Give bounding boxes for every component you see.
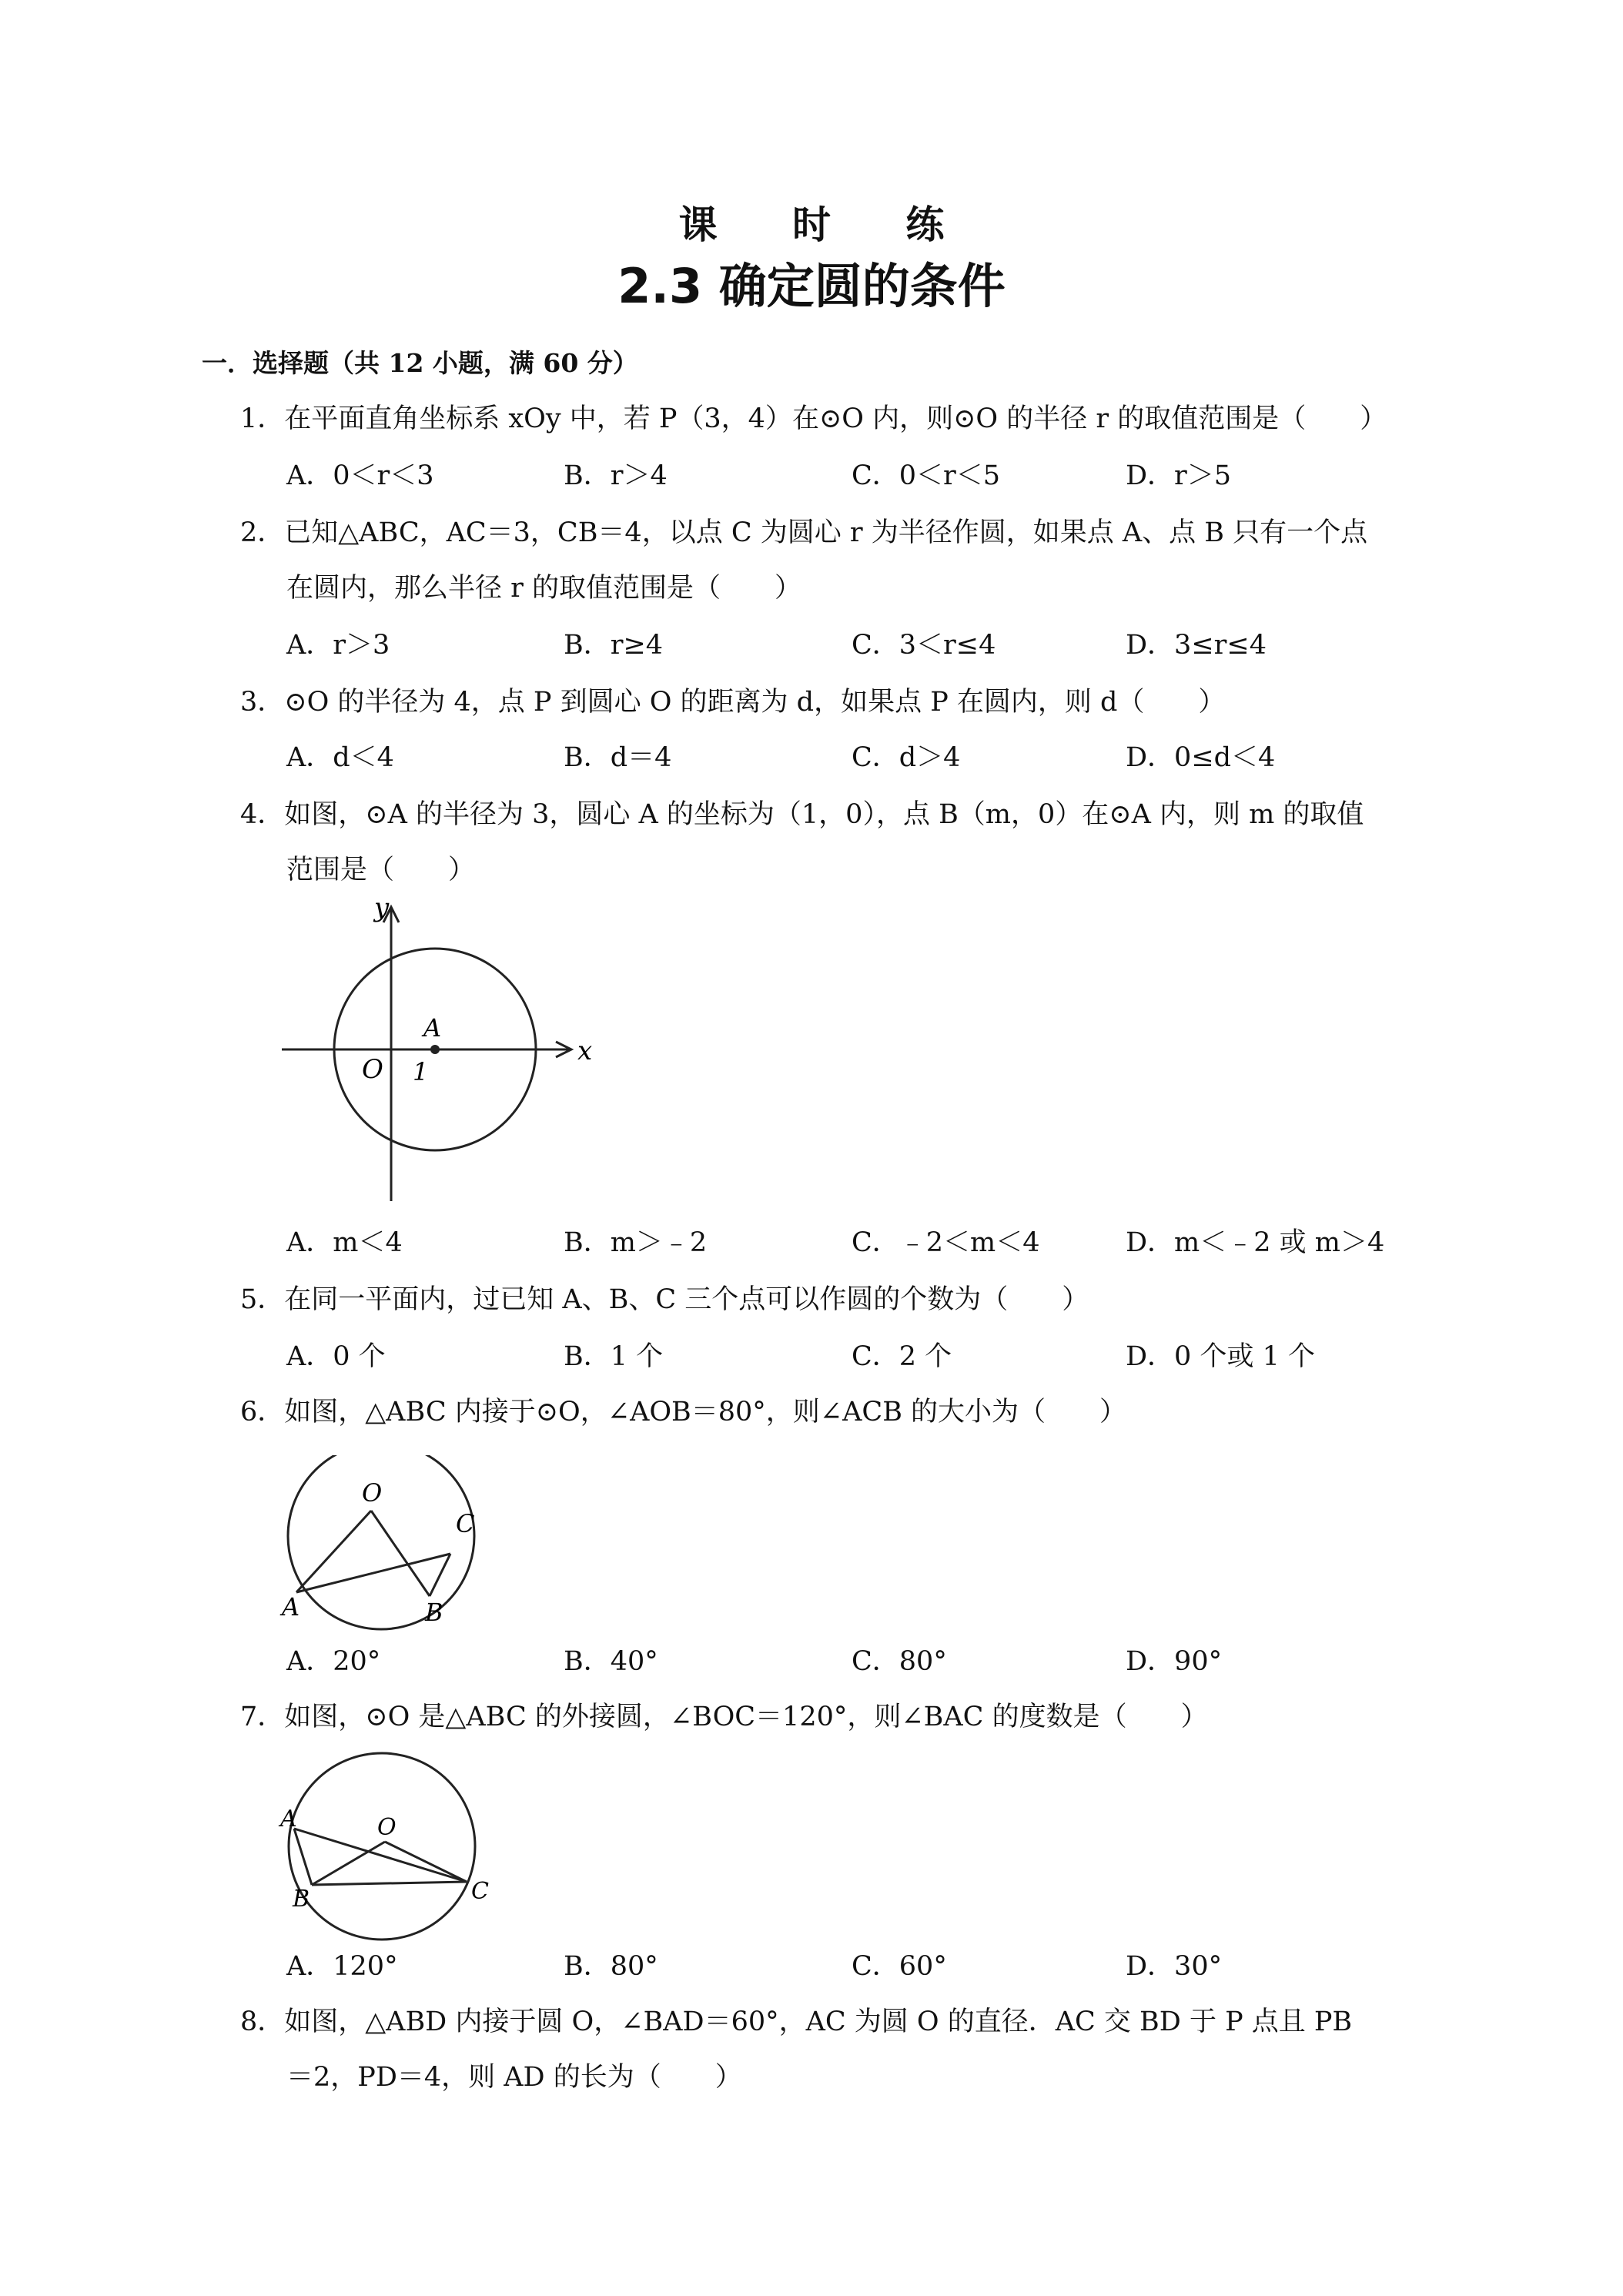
q6-option-b: B．40° — [564, 1646, 658, 1677]
q1-option-b: B．r＞4 — [564, 460, 668, 491]
segment-ob — [312, 1842, 385, 1885]
segment-bc — [430, 1554, 450, 1596]
question-1-text: 1．在平面直角坐标系 xOy 中，若 P（3，4）在⊙O 内，则⊙O 的半径 r 的取值范围是（ ） — [240, 403, 1387, 434]
q2-option-c: C．3＜r≤4 — [852, 630, 996, 661]
header-title: 课 时 练 — [678, 202, 975, 247]
question-8-text-cont: ＝2，PD＝4，则 AD 的长为（ ） — [286, 2062, 742, 2093]
q4-option-c: C．﹣2＜m＜4 — [852, 1227, 1040, 1258]
question-6-text: 6．如图，△ABC 内接于⊙O，∠AOB＝80°，则∠ACB 的大小为（ ） — [240, 1397, 1127, 1427]
q3-option-a: A．d＜4 — [286, 742, 394, 773]
label-a: A — [280, 1806, 297, 1832]
q4-option-d: D．m＜﹣2 或 m＞4 — [1126, 1227, 1385, 1258]
label-b: B — [425, 1598, 443, 1627]
figure-q7-circumscribed-circle — [277, 1746, 508, 1946]
segment-bc — [312, 1882, 467, 1885]
figure-q6-inscribed-triangle — [277, 1455, 508, 1632]
question-5-text: 5．在同一平面内，过已知 A、B、C 三个点可以作圆的个数为（ ） — [240, 1284, 1089, 1315]
question-3-text: 3．⊙O 的半径为 4，点 P 到圆心 O 的距离为 d，如果点 P 在圆内，则 d（ ） — [240, 687, 1226, 718]
label-o: O — [377, 1814, 397, 1841]
q6-option-a: A．20° — [286, 1646, 381, 1677]
question-2-text: 2．已知△ABC，AC＝3，CB＝4，以点 C 为圆心 r 为半径作圆，如果点 A、点 B 只有一个点 — [240, 517, 1368, 548]
q7-option-c: C．60° — [852, 1951, 947, 1982]
section-heading: 一．选择题（共 12 小题，满 60 分） — [202, 348, 638, 378]
figure-q4-circle-on-axes — [277, 893, 601, 1217]
q3-option-c: C．d＞4 — [852, 742, 961, 773]
question-7-text: 7．如图，⊙O 是△ABC 的外接圆，∠BOC＝120°，则∠BAC 的度数是（ ） — [240, 1702, 1208, 1732]
q1-option-a: A．0＜r＜3 — [286, 460, 434, 491]
origin-label: O — [362, 1054, 383, 1085]
q7-option-b: B．80° — [564, 1951, 658, 1982]
q2-option-a: A．r＞3 — [286, 630, 390, 661]
segment-oa — [296, 1511, 371, 1592]
question-4-text-cont: 范围是（ ） — [286, 855, 476, 885]
question-4-text: 4．如图，⊙A 的半径为 3，圆心 A 的坐标为（1，0），点 B（m，0）在⊙A 内，则 m 的取值 — [240, 799, 1364, 830]
label-a: A — [282, 1592, 300, 1622]
x-axis-label: x — [577, 1036, 593, 1066]
q4-option-a: A．m＜4 — [286, 1227, 403, 1258]
q7-option-a: A．120° — [286, 1951, 398, 1982]
q5-option-d: D．0 个或 1 个 — [1126, 1341, 1315, 1372]
q2-option-b: B．r≥4 — [564, 630, 664, 661]
label-c: C — [471, 1878, 489, 1905]
q3-option-b: B．d＝4 — [564, 742, 672, 773]
q5-option-a: A．0 个 — [286, 1341, 386, 1372]
segment-ab — [294, 1829, 312, 1885]
lesson-title: 2.3 确定圆的条件 — [617, 258, 1006, 314]
q5-option-b: B．1 个 — [564, 1341, 664, 1372]
q7-option-d: D．30° — [1126, 1951, 1223, 1982]
center-point-a — [430, 1045, 440, 1054]
question-8-text: 8．如图，△ABD 内接于圆 O，∠BAD＝60°，AC 为圆 O 的直径．AC 交 BD 于 P 点且 PB — [240, 2006, 1353, 2037]
y-axis-label: y — [374, 893, 390, 923]
circle-o — [289, 1753, 475, 1940]
question-2-text-cont: 在圆内，那么半径 r 的取值范围是（ ） — [286, 573, 801, 604]
q5-option-c: C．2 个 — [852, 1341, 952, 1372]
label-o: O — [362, 1478, 383, 1508]
label-b: B — [293, 1886, 310, 1913]
center-label: A — [423, 1013, 442, 1043]
label-c: C — [456, 1509, 475, 1538]
q4-option-b: B．m＞﹣2 — [564, 1227, 708, 1258]
q2-option-d: D．3≤r≤4 — [1126, 630, 1267, 661]
q3-option-d: D．0≤d＜4 — [1126, 742, 1276, 773]
q1-option-c: C．0＜r＜5 — [852, 460, 1001, 491]
q6-option-c: C．80° — [852, 1646, 947, 1677]
q1-option-d: D．r＞5 — [1126, 460, 1232, 491]
q6-option-d: D．90° — [1126, 1646, 1223, 1677]
tick-label: 1 — [413, 1057, 429, 1086]
segment-ac — [296, 1554, 450, 1592]
segment-oc — [385, 1842, 467, 1882]
segment-ob — [371, 1511, 430, 1596]
